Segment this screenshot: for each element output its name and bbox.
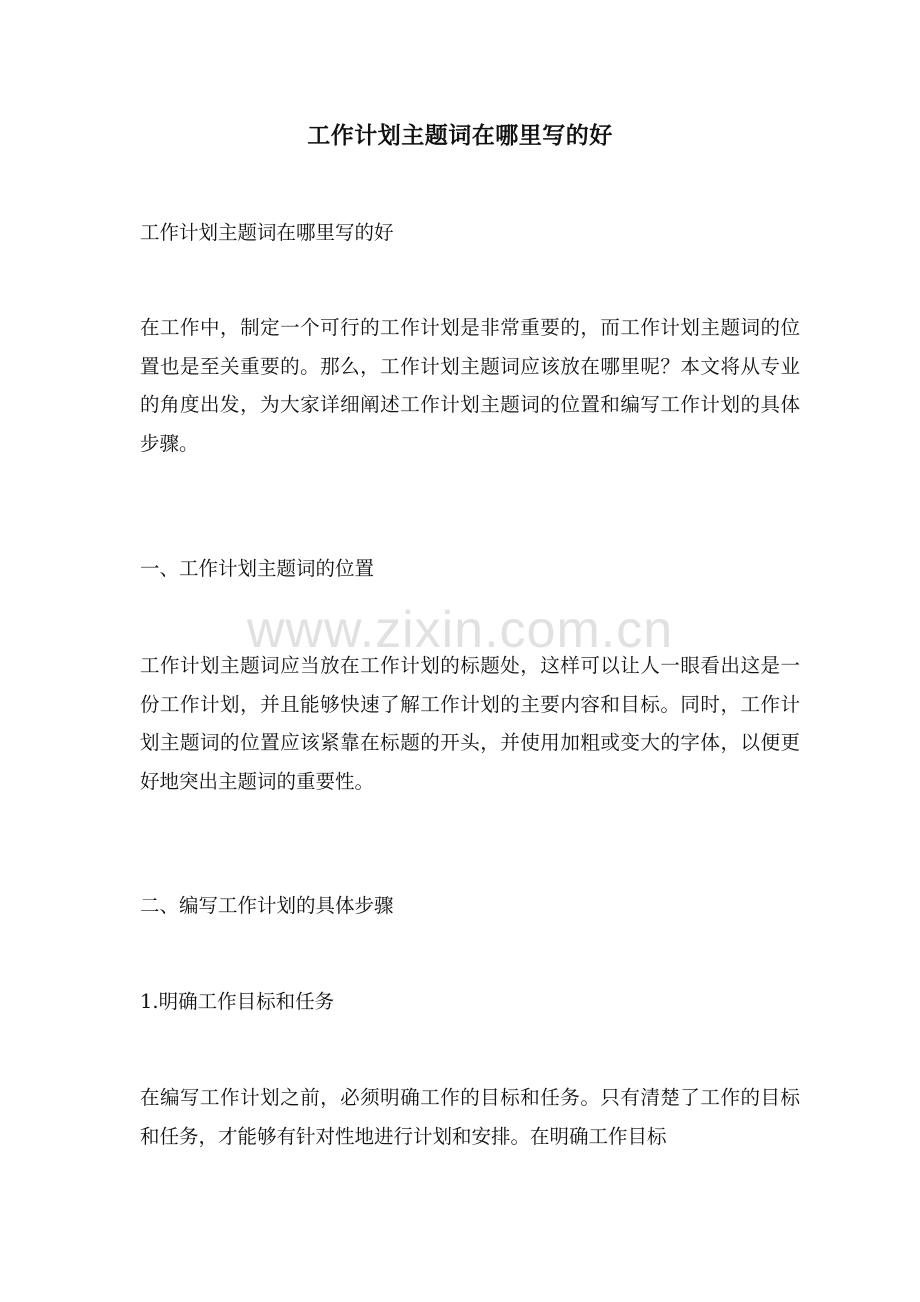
section1-body: 工作计划主题词应当放在工作计划的标题处，这样可以让人一眼看出这是一份工作计划，并且能够快速了解工作计划的主要内容和目标。同时，工作计划主题词的位置应该紧靠在标题的开头，并使用加粗或变大的字体，以便更好地突出主题词的重要性。 — [140, 654, 800, 793]
step1-heading: 1.明确工作目标和任务 — [140, 990, 335, 1013]
section1-heading: 一、工作计划主题词的位置 — [140, 557, 375, 580]
document-title: 工作计划主题词在哪里写的好 — [307, 122, 613, 149]
intro-paragraph: 在工作中，制定一个可行的工作计划是非常重要的，而工作计划主题词的位置也是至关重要的。那么，工作计划主题词应该放在哪里呢？本文将从专业的角度出发，为大家详细阐述工作计划主题词的位置和编写工作计划的具体步骤。 — [140, 316, 800, 455]
step1-body: 在编写工作计划之前，必须明确工作的目标和任务。只有清楚了工作的目标和任务，才能够有针对性地进行计划和安排。在明确工作目标 — [140, 1086, 800, 1148]
watermark: www.zixin.com.cn — [246, 601, 674, 659]
section2-heading: 二、编写工作计划的具体步骤 — [140, 894, 394, 917]
subtitle-paragraph: 工作计划主题词在哪里写的好 — [140, 221, 394, 244]
